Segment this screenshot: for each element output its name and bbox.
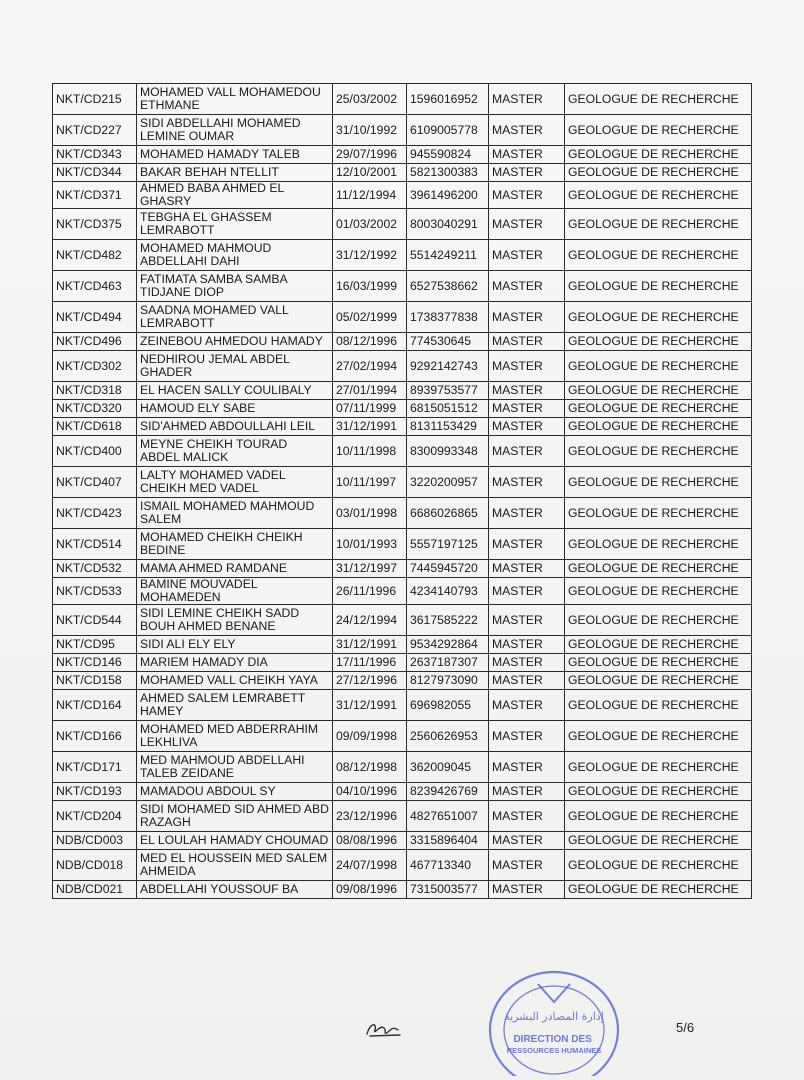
position-cell: GEOLOGUE DE RECHERCHE [565,271,752,302]
position-cell: GEOLOGUE DE RECHERCHE [565,351,752,382]
position-cell: GEOLOGUE DE RECHERCHE [565,690,752,721]
candidate-name-cell: AHMED BABA AHMED EL GHASRY [137,182,333,209]
position-cell: GEOLOGUE DE RECHERCHE [565,752,752,783]
position-cell: GEOLOGUE DE RECHERCHE [565,672,752,690]
position-cell: GEOLOGUE DE RECHERCHE [565,467,752,498]
position-cell: GEOLOGUE DE RECHERCHE [565,881,752,899]
birth-date-cell: 31/12/1997 [333,560,407,578]
birth-date-cell: 29/07/1996 [333,146,407,164]
national-number-cell: 3961496200 [407,182,489,209]
candidate-id-cell: NKT/CD533 [53,578,137,605]
candidate-id-cell: NKT/CD375 [53,209,137,240]
table-row [53,850,752,881]
candidate-name-cell: EL HACEN SALLY COULIBALY [137,382,333,400]
position-cell: GEOLOGUE DE RECHERCHE [565,418,752,436]
national-number-cell: 3617585222 [407,605,489,636]
candidate-id-cell: NKT/CD171 [53,752,137,783]
candidate-name-cell: MAMADOU ABDOUL SY [137,783,333,801]
national-number-cell: 1738377838 [407,302,489,333]
position-cell: GEOLOGUE DE RECHERCHE [565,84,752,115]
table-row [53,832,752,850]
degree-cell: MASTER [489,832,565,850]
birth-date-cell: 31/12/1991 [333,636,407,654]
birth-date-cell: 10/01/1993 [333,529,407,560]
candidate-id-cell: NKT/CD95 [53,636,137,654]
position-cell: GEOLOGUE DE RECHERCHE [565,333,752,351]
degree-cell: MASTER [489,498,565,529]
birth-date-cell: 31/12/1992 [333,240,407,271]
birth-date-cell: 09/08/1996 [333,881,407,899]
candidate-id-cell: NKT/CD158 [53,672,137,690]
position-cell: GEOLOGUE DE RECHERCHE [565,498,752,529]
degree-cell: MASTER [489,690,565,721]
degree-cell: MASTER [489,400,565,418]
degree-cell: MASTER [489,84,565,115]
candidate-name-cell: MOHAMED MED ABDERRAHIM LEKHLIVA [137,721,333,752]
candidate-name-cell: ABDELLAHI YOUSSOUF BA [137,881,333,899]
candidate-name-cell: MOHAMED VALL CHEIKH YAYA [137,672,333,690]
birth-date-cell: 16/03/1999 [333,271,407,302]
national-number-cell: 2560626953 [407,721,489,752]
candidate-id-cell: NKT/CD302 [53,351,137,382]
candidate-name-cell: BAKAR BEHAH NTELLIT [137,164,333,182]
candidate-id-cell: NKT/CD400 [53,436,137,467]
national-number-cell: 2637187307 [407,654,489,672]
table-row [53,302,752,333]
degree-cell: MASTER [489,881,565,899]
position-cell: GEOLOGUE DE RECHERCHE [565,832,752,850]
birth-date-cell: 12/10/2001 [333,164,407,182]
candidate-table [52,83,752,899]
candidate-name-cell: MED MAHMOUD ABDELLAHI TALEB ZEIDANE [137,752,333,783]
national-number-cell: 6527538662 [407,271,489,302]
table-row [53,400,752,418]
position-cell: GEOLOGUE DE RECHERCHE [565,400,752,418]
degree-cell: MASTER [489,182,565,209]
table-row [53,672,752,690]
candidate-id-cell: NKT/CD343 [53,146,137,164]
candidate-id-cell: NKT/CD344 [53,164,137,182]
degree-cell: MASTER [489,115,565,146]
candidate-name-cell: LALTY MOHAMED VADEL CHEIKH MED VADEL [137,467,333,498]
birth-date-cell: 10/11/1997 [333,467,407,498]
table-row [53,436,752,467]
position-cell: GEOLOGUE DE RECHERCHE [565,240,752,271]
table-row [53,182,752,209]
position-cell: GEOLOGUE DE RECHERCHE [565,560,752,578]
candidate-name-cell: MAMA AHMED RAMDANE [137,560,333,578]
birth-date-cell: 25/03/2002 [333,84,407,115]
table-row [53,146,752,164]
table-row [53,560,752,578]
birth-date-cell: 31/10/1992 [333,115,407,146]
degree-cell: MASTER [489,529,565,560]
candidate-name-cell: SAADNA MOHAMED VALL LEMRABOTT [137,302,333,333]
candidate-name-cell: SIDI ABDELLAHI MOHAMED LEMINE OUMAR [137,115,333,146]
degree-cell: MASTER [489,605,565,636]
birth-date-cell: 05/02/1999 [333,302,407,333]
degree-cell: MASTER [489,302,565,333]
position-cell: GEOLOGUE DE RECHERCHE [565,529,752,560]
national-number-cell: 696982055 [407,690,489,721]
position-cell: GEOLOGUE DE RECHERCHE [565,801,752,832]
national-number-cell: 774530645 [407,333,489,351]
national-number-cell: 467713340 [407,850,489,881]
position-cell: GEOLOGUE DE RECHERCHE [565,115,752,146]
birth-date-cell: 23/12/1996 [333,801,407,832]
table-row [53,605,752,636]
birth-date-cell: 31/12/1991 [333,690,407,721]
position-cell: GEOLOGUE DE RECHERCHE [565,605,752,636]
candidate-name-cell: MED EL HOUSSEIN MED SALEM AHMEIDA [137,850,333,881]
birth-date-cell: 08/08/1996 [333,832,407,850]
table-row [53,333,752,351]
candidate-id-cell: NKT/CD318 [53,382,137,400]
birth-date-cell: 10/11/1998 [333,436,407,467]
degree-cell: MASTER [489,578,565,605]
degree-cell: MASTER [489,240,565,271]
degree-cell: MASTER [489,418,565,436]
national-number-cell: 8239426769 [407,783,489,801]
candidate-id-cell: NKT/CD146 [53,654,137,672]
degree-cell: MASTER [489,271,565,302]
candidate-id-cell: NKT/CD618 [53,418,137,436]
table-row [53,801,752,832]
table-row [53,529,752,560]
candidate-id-cell: NKT/CD164 [53,690,137,721]
signature-mark [364,1018,404,1040]
birth-date-cell: 24/12/1994 [333,605,407,636]
national-number-cell: 6109005778 [407,115,489,146]
birth-date-cell: 27/01/1994 [333,382,407,400]
candidate-name-cell: MARIEM HAMADY DIA [137,654,333,672]
candidate-name-cell: SIDI ALI ELY ELY [137,636,333,654]
position-cell: GEOLOGUE DE RECHERCHE [565,146,752,164]
candidate-name-cell: HAMOUD ELY SABE [137,400,333,418]
birth-date-cell: 01/03/2002 [333,209,407,240]
table-row [53,654,752,672]
degree-cell: MASTER [489,351,565,382]
degree-cell: MASTER [489,436,565,467]
birth-date-cell: 08/12/1998 [333,752,407,783]
candidate-name-cell: EL LOULAH HAMADY CHOUMAD [137,832,333,850]
degree-cell: MASTER [489,333,565,351]
position-cell: GEOLOGUE DE RECHERCHE [565,654,752,672]
position-cell: GEOLOGUE DE RECHERCHE [565,578,752,605]
birth-date-cell: 31/12/1991 [333,418,407,436]
national-number-cell: 9534292864 [407,636,489,654]
candidate-name-cell: FATIMATA SAMBA SAMBA TIDJANE DIOP [137,271,333,302]
national-number-cell: 1596016952 [407,84,489,115]
national-number-cell: 5821300383 [407,164,489,182]
candidate-id-cell: NKT/CD494 [53,302,137,333]
national-number-cell: 362009045 [407,752,489,783]
stamp-french-text: DIRECTION DES RESSOURCES HUMAINES [506,1034,602,1055]
table-row [53,164,752,182]
candidate-id-cell: NKT/CD215 [53,84,137,115]
degree-cell: MASTER [489,164,565,182]
table-row [53,752,752,783]
candidate-name-cell: MOHAMED CHEIKH CHEIKH BEDINE [137,529,333,560]
national-number-cell: 6686026865 [407,498,489,529]
candidate-id-cell: NDB/CD018 [53,850,137,881]
national-number-cell: 4827651007 [407,801,489,832]
stamp-arabic-text: إدارة المصادر البشرية [504,1010,604,1023]
candidate-name-cell: TEBGHA EL GHASSEM LEMRABOTT [137,209,333,240]
candidate-name-cell: ISMAIL MOHAMED MAHMOUD SALEM [137,498,333,529]
national-number-cell: 7445945720 [407,560,489,578]
position-cell: GEOLOGUE DE RECHERCHE [565,783,752,801]
degree-cell: MASTER [489,850,565,881]
candidate-name-cell: BAMINE MOUVADEL MOHAMEDEN [137,578,333,605]
candidate-name-cell: MEYNE CHEIKH TOURAD ABDEL MALICK [137,436,333,467]
candidate-id-cell: NKT/CD407 [53,467,137,498]
candidate-id-cell: NDB/CD003 [53,832,137,850]
candidate-table-body [53,84,752,899]
national-number-cell: 8300993348 [407,436,489,467]
table-row [53,636,752,654]
national-number-cell: 5514249211 [407,240,489,271]
degree-cell: MASTER [489,721,565,752]
birth-date-cell: 03/01/1998 [333,498,407,529]
candidate-id-cell: NKT/CD463 [53,271,137,302]
candidate-id-cell: NKT/CD227 [53,115,137,146]
position-cell: GEOLOGUE DE RECHERCHE [565,850,752,881]
table-row [53,881,752,899]
degree-cell: MASTER [489,752,565,783]
birth-date-cell: 07/11/1999 [333,400,407,418]
national-number-cell: 3315896404 [407,832,489,850]
page-number: 5/6 [676,1020,695,1035]
candidate-id-cell: NDB/CD021 [53,881,137,899]
degree-cell: MASTER [489,801,565,832]
birth-date-cell: 27/02/1994 [333,351,407,382]
national-number-cell: 8131153429 [407,418,489,436]
degree-cell: MASTER [489,209,565,240]
candidate-id-cell: NKT/CD496 [53,333,137,351]
national-number-cell: 6815051512 [407,400,489,418]
candidate-name-cell: MOHAMED VALL MOHAMEDOU ETHMANE [137,84,333,115]
table-row [53,240,752,271]
table-row [53,467,752,498]
official-stamp [486,958,622,1076]
table-row [53,351,752,382]
candidate-id-cell: NKT/CD544 [53,605,137,636]
national-number-cell: 9292142743 [407,351,489,382]
degree-cell: MASTER [489,783,565,801]
table-row [53,498,752,529]
national-number-cell: 3220200957 [407,467,489,498]
table-row [53,84,752,115]
table-row [53,783,752,801]
table-row [53,209,752,240]
table-row [53,271,752,302]
position-cell: GEOLOGUE DE RECHERCHE [565,382,752,400]
position-cell: GEOLOGUE DE RECHERCHE [565,209,752,240]
candidate-name-cell: AHMED SALEM LEMRABETT HAMEY [137,690,333,721]
candidate-id-cell: NKT/CD514 [53,529,137,560]
candidate-id-cell: NKT/CD532 [53,560,137,578]
national-number-cell: 8003040291 [407,209,489,240]
birth-date-cell: 17/11/1996 [333,654,407,672]
national-number-cell: 5557197125 [407,529,489,560]
table-row [53,115,752,146]
candidate-name-cell: SIDI MOHAMED SID AHMED ABD RAZAGH [137,801,333,832]
degree-cell: MASTER [489,560,565,578]
degree-cell: MASTER [489,467,565,498]
table-row [53,690,752,721]
table-row [53,418,752,436]
position-cell: GEOLOGUE DE RECHERCHE [565,302,752,333]
candidate-name-cell: ZEINEBOU AHMEDOU HAMADY [137,333,333,351]
candidate-name-cell: SID'AHMED ABDOULLAHI LEIL [137,418,333,436]
national-number-cell: 7315003577 [407,881,489,899]
candidate-name-cell: NEDHIROU JEMAL ABDEL GHADER [137,351,333,382]
candidate-id-cell: NKT/CD193 [53,783,137,801]
degree-cell: MASTER [489,672,565,690]
position-cell: GEOLOGUE DE RECHERCHE [565,721,752,752]
birth-date-cell: 11/12/1994 [333,182,407,209]
candidate-name-cell: SIDI LEMINE CHEIKH SADD BOUH AHMED BENANE [137,605,333,636]
candidate-id-cell: NKT/CD166 [53,721,137,752]
candidate-id-cell: NKT/CD204 [53,801,137,832]
table-row [53,382,752,400]
birth-date-cell: 26/11/1996 [333,578,407,605]
degree-cell: MASTER [489,654,565,672]
birth-date-cell: 24/07/1998 [333,850,407,881]
table-row [53,578,752,605]
position-cell: GEOLOGUE DE RECHERCHE [565,182,752,209]
national-number-cell: 945590824 [407,146,489,164]
position-cell: GEOLOGUE DE RECHERCHE [565,436,752,467]
table-row [53,721,752,752]
national-number-cell: 8127973090 [407,672,489,690]
candidate-id-cell: NKT/CD320 [53,400,137,418]
candidate-name-cell: MOHAMED HAMADY TALEB [137,146,333,164]
birth-date-cell: 27/12/1996 [333,672,407,690]
birth-date-cell: 08/12/1996 [333,333,407,351]
position-cell: GEOLOGUE DE RECHERCHE [565,164,752,182]
degree-cell: MASTER [489,146,565,164]
birth-date-cell: 09/09/1998 [333,721,407,752]
candidate-id-cell: NKT/CD423 [53,498,137,529]
candidate-id-cell: NKT/CD371 [53,182,137,209]
national-number-cell: 4234140793 [407,578,489,605]
national-number-cell: 8939753577 [407,382,489,400]
candidate-name-cell: MOHAMED MAHMOUD ABDELLAHI DAHI [137,240,333,271]
birth-date-cell: 04/10/1996 [333,783,407,801]
degree-cell: MASTER [489,636,565,654]
candidate-id-cell: NKT/CD482 [53,240,137,271]
degree-cell: MASTER [489,382,565,400]
position-cell: GEOLOGUE DE RECHERCHE [565,636,752,654]
